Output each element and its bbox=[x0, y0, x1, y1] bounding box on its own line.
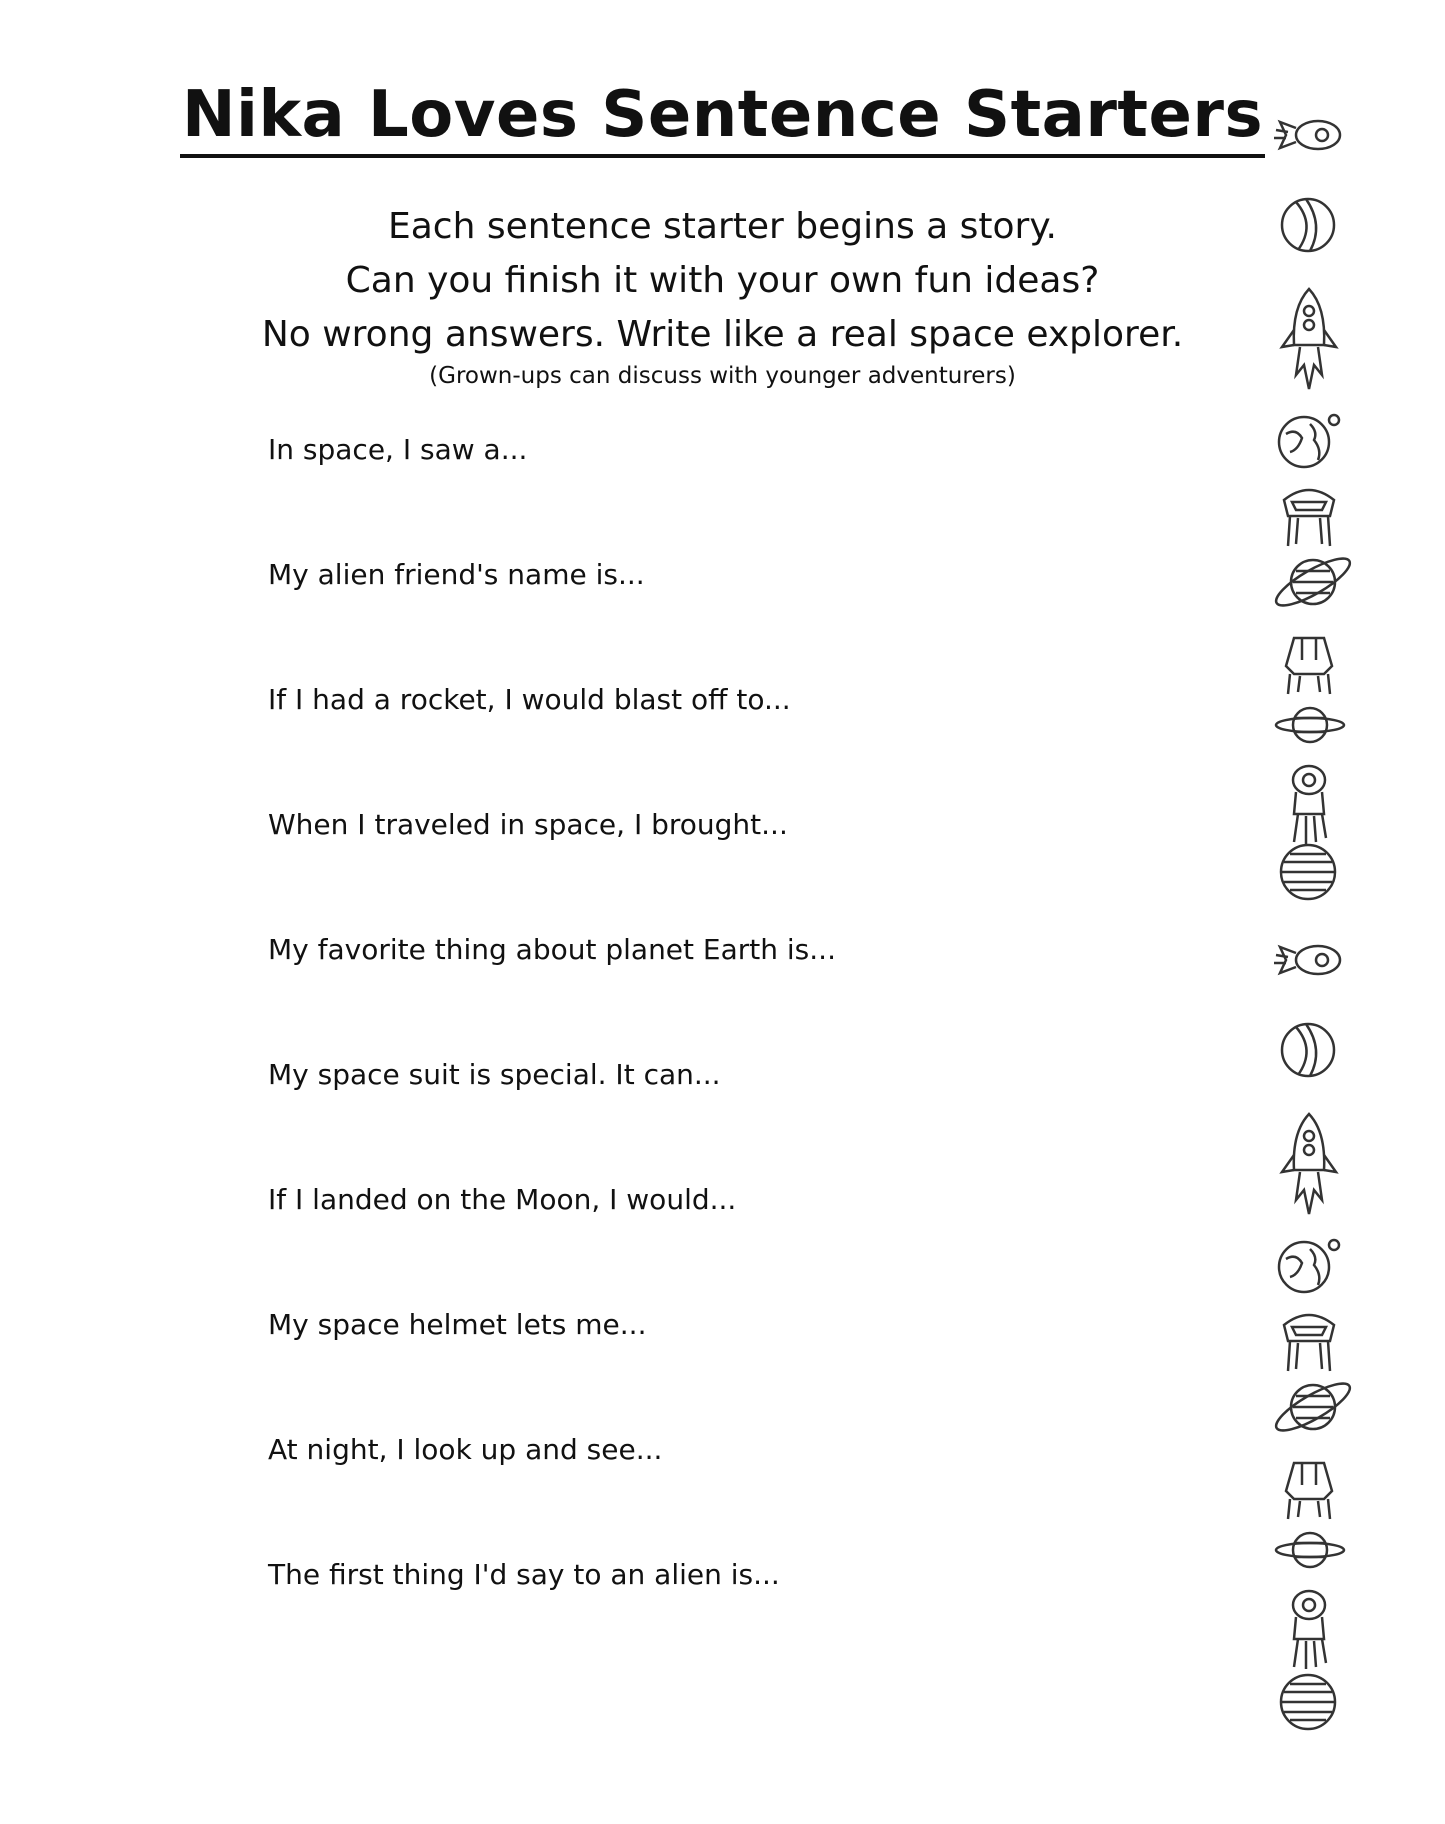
prompt-item: My favorite thing about planet Earth is... bbox=[268, 933, 836, 966]
ringed-planet-icon bbox=[1268, 1370, 1358, 1445]
prompt-item: My space helmet lets me... bbox=[268, 1308, 647, 1341]
small-ringed-planet-icon bbox=[1272, 700, 1348, 750]
intro-line-1: Each sentence starter begins a story. bbox=[388, 206, 1057, 247]
planet-icon bbox=[1276, 190, 1340, 260]
striped-planet-icon bbox=[1276, 1670, 1340, 1734]
space-helmet-icon bbox=[1274, 1305, 1344, 1377]
space-helmet-icon bbox=[1274, 480, 1344, 552]
space-suit-icon bbox=[1274, 630, 1344, 700]
prompt-item: In space, I saw a... bbox=[268, 433, 528, 466]
astronaut-icon bbox=[1276, 760, 1342, 850]
prompt-item: My space suit is special. It can... bbox=[268, 1058, 721, 1091]
intro-note: (Grown-ups can discuss with younger adventurers) bbox=[429, 363, 1016, 389]
prompt-item: When I traveled in space, I brought... bbox=[268, 808, 788, 841]
prompt-item: The first thing I'd say to an alien is... bbox=[268, 1558, 780, 1591]
page-title-text: Nika Loves Sentence Starters bbox=[180, 78, 1265, 158]
earth-icon bbox=[1274, 1235, 1344, 1295]
small-ringed-planet-icon bbox=[1272, 1525, 1348, 1575]
space-suit-icon bbox=[1274, 1455, 1344, 1525]
rocket-icon bbox=[1274, 1110, 1344, 1220]
striped-planet-icon bbox=[1276, 840, 1340, 904]
planet-icon bbox=[1276, 1015, 1340, 1085]
prompt-item: My alien friend's name is... bbox=[268, 558, 645, 591]
prompt-item: At night, I look up and see... bbox=[268, 1433, 663, 1466]
rocket-side-icon bbox=[1270, 935, 1350, 985]
intro-block bbox=[0, 200, 1445, 390]
ringed-planet-icon bbox=[1268, 545, 1358, 620]
earth-icon bbox=[1274, 410, 1344, 470]
intro-line-3: No wrong answers. Write like a real space explorer. bbox=[261, 314, 1184, 355]
rocket-icon bbox=[1274, 285, 1344, 395]
rocket-side-icon bbox=[1270, 110, 1350, 160]
page-title bbox=[0, 78, 1445, 152]
space-icon-column bbox=[1260, 0, 1380, 1824]
astronaut-icon bbox=[1276, 1585, 1342, 1675]
intro-line-2: Can you finish it with your own fun ideas? bbox=[345, 260, 1100, 301]
prompt-list bbox=[268, 430, 1248, 1680]
prompt-item: If I landed on the Moon, I would... bbox=[268, 1183, 737, 1216]
prompt-item: If I had a rocket, I would blast off to... bbox=[268, 683, 791, 716]
